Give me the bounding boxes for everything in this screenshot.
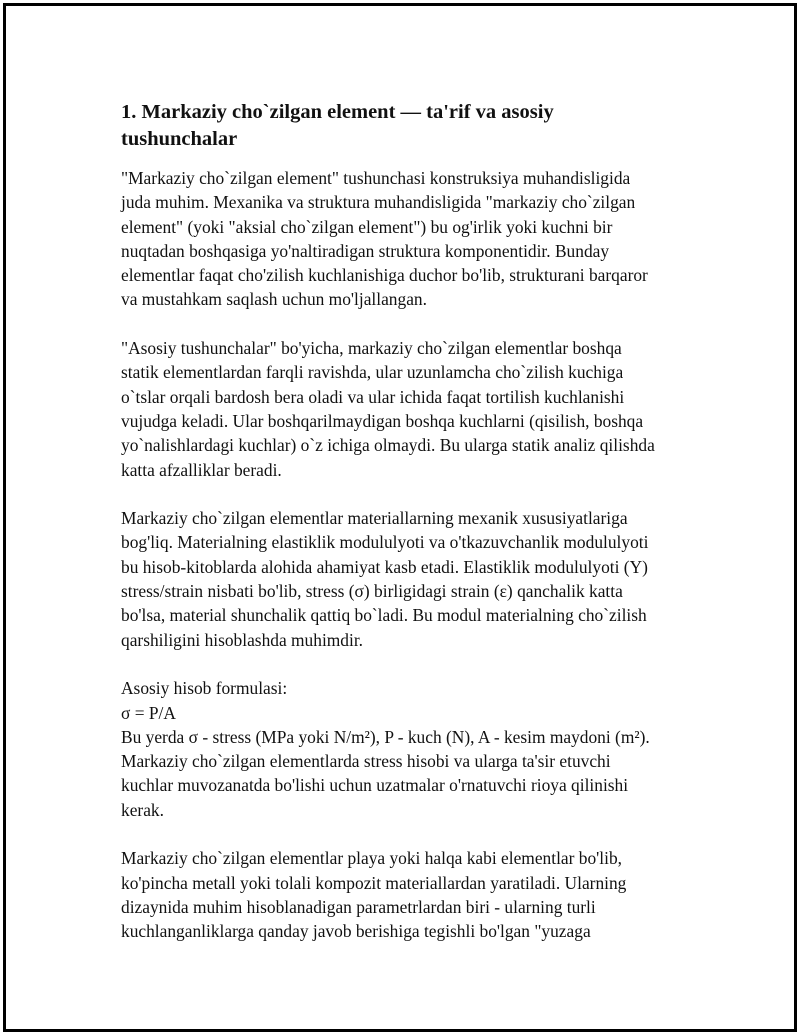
text-line: bu hisob-kitoblarda alohida ahamiyat kasb etadi. Elastiklik modululyoti (Y)	[121, 556, 648, 577]
text-line: juda muhim. Mexanika va struktura muhandisligida "markaziy cho`zilgan	[121, 192, 636, 213]
text-line: statik elementlardan farqli ravishda, ular uzunlamcha cho`zilish kuchiga	[121, 362, 624, 383]
paragraph-basic-concepts	[121, 336, 696, 482]
text-line: "Asosiy tushunchalar" bo'yicha, markaziy cho`zilgan elementlar boshqa	[121, 338, 622, 359]
text-line: va mustahkam saqlash uchun mo'ljallangan.	[121, 289, 427, 310]
paragraph-formula	[121, 676, 696, 822]
text-line: bog'liq. Materialning elastiklik modululyoti va o'tkazuvchanlik modululyoti	[121, 532, 649, 553]
text-line: elementlar faqat cho'zilish kuchlanishiga duchor bo'lib, strukturani barqaror	[121, 265, 648, 286]
heading-line: 1. Markaziy cho`zilgan element — ta'rif va asosiy	[121, 101, 554, 123]
text-line: element" (yoki "aksial cho`zilgan element") bu og'irlik yoki kuchni bir	[121, 216, 613, 237]
heading-line: tushunchalar	[121, 128, 238, 150]
page-frame	[3, 3, 797, 1032]
text-line: dizaynida muhim hisoblanadigan parametrlardan biri - ularning turli	[121, 896, 596, 917]
text-line: yo`nalishlardagi kuchlar) o`z ichiga olmaydi. Bu ularga statik analiz qilishda	[121, 435, 655, 456]
text-line: vujudga keladi. Ular boshqarilmaydigan boshqa kuchlarni (qisilish, boshqa	[121, 410, 644, 431]
text-line: nuqtadan boshqasiga yo'naltiradigan struktura komponentidir. Bunday	[121, 240, 610, 261]
paragraph-definition	[121, 166, 696, 312]
text-line: o`tslar orqali bardosh bera oladi va ular ichida faqat tortilish kuchlanishi	[121, 386, 625, 407]
text-line: katta afzalliklar beradi.	[121, 459, 282, 480]
document-body	[121, 99, 696, 968]
text-line: stress/strain nisbati bo'lib, stress (σ) birligidagi strain (ε) qanchalik katta	[121, 581, 623, 602]
text-line: kuchlar muvozanatda bo'lishi uchun uzatmalar o'rnatuvchi rioya qilinishi	[121, 775, 629, 796]
text-line: Markaziy cho`zilgan elementlar materiallarning mexanik xususiyatlariga	[121, 508, 628, 529]
text-line: qarshiligini hisoblashda muhimdir.	[121, 629, 364, 650]
text-line: kuchlanganliklarga qanday javob berishiga tegishli bo'lgan "yuzaga	[121, 921, 591, 942]
paragraph-design	[121, 846, 696, 943]
section-heading	[121, 99, 696, 153]
text-line: bo'lsa, material shunchalik qattiq bo`ladi. Bu modul materialning cho`zilish	[121, 605, 647, 626]
text-line: kerak.	[121, 799, 164, 820]
text-line: Markaziy cho`zilgan elementlarda stress hisobi va ularga ta'sir etuvchi	[121, 751, 611, 772]
text-line: Bu yerda σ - stress (MPa yoki N/m²), P - kuch (N), A - kesim maydoni (m²).	[121, 726, 650, 747]
paragraph-material-properties	[121, 506, 696, 652]
text-line: Asosiy hisob formulasi:	[121, 678, 288, 699]
formula-line: σ = P/A	[121, 702, 176, 723]
text-line: ko'pincha metall yoki tolali kompozit materiallardan yaratiladi. Ularning	[121, 872, 627, 893]
text-line: Markaziy cho`zilgan elementlar playa yoki halqa kabi elementlar bo'lib,	[121, 848, 622, 869]
text-line: "Markaziy cho`zilgan element" tushunchasi konstruksiya muhandisligida	[121, 168, 631, 188]
